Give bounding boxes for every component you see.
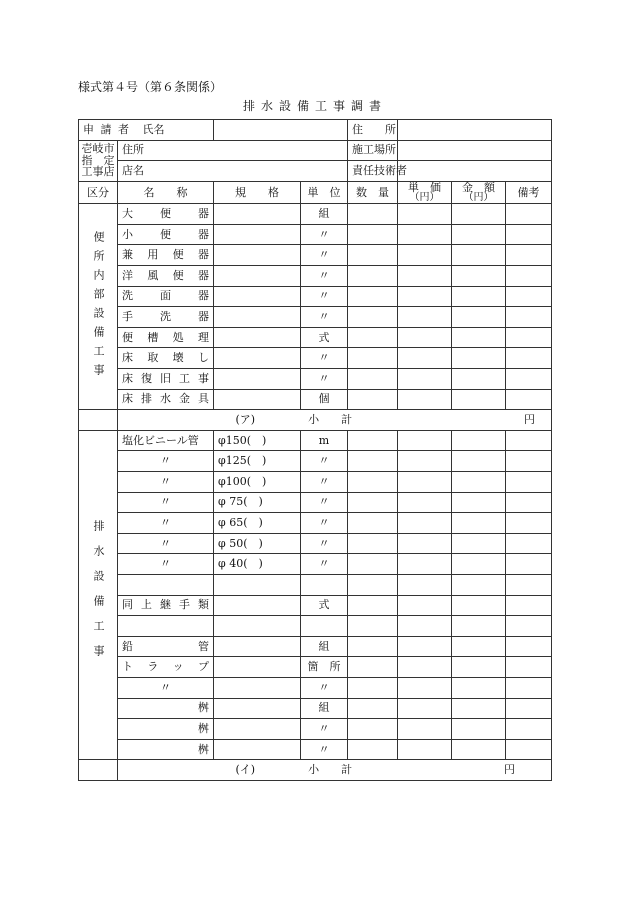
designated-store-label-cell xyxy=(79,140,118,181)
item-unit-price[interactable] xyxy=(398,430,452,451)
item-name xyxy=(118,616,214,637)
item-remarks[interactable] xyxy=(506,698,552,719)
item-remarks[interactable] xyxy=(506,719,552,740)
item-amount[interactable] xyxy=(452,739,506,760)
section-b-subtotal-label: 小 計 xyxy=(308,763,353,777)
item-name: 〃 xyxy=(118,533,214,554)
item-amount[interactable] xyxy=(452,348,506,369)
site-value[interactable] xyxy=(398,140,552,161)
section-b-subtotal-mark: (イ) xyxy=(235,763,256,777)
address-label: 住 所 xyxy=(348,120,398,141)
item-unit: 〃 xyxy=(301,554,348,575)
section-a-subtotal-label: 小 計 xyxy=(308,413,353,427)
item-remarks[interactable] xyxy=(506,636,552,657)
section-a-subtotal-mark: (ア) xyxy=(235,413,256,427)
item-amount[interactable] xyxy=(452,595,506,616)
item-unit-price[interactable] xyxy=(398,677,452,698)
subtotal-spacer xyxy=(79,760,118,781)
item-spec[interactable] xyxy=(214,204,301,225)
item-remarks[interactable] xyxy=(506,739,552,760)
item-name: 塩化ビニール管 xyxy=(118,430,214,451)
designated-store-label-2: 指 定 xyxy=(81,153,115,167)
col-remarks: 備考 xyxy=(506,181,552,204)
item-unit: 組 xyxy=(301,636,348,657)
table-row xyxy=(79,739,552,760)
table-row xyxy=(79,451,552,472)
table-row xyxy=(79,636,552,657)
table-row xyxy=(79,224,552,245)
item-unit: 〃 xyxy=(301,369,348,390)
item-spec[interactable]: φ 75( ) xyxy=(214,492,301,513)
item-amount[interactable] xyxy=(452,286,506,307)
col-spec: 規 格 xyxy=(214,181,301,204)
designated-store-label-1: 壱岐市 xyxy=(81,142,115,156)
item-spec[interactable] xyxy=(214,369,301,390)
item-remarks[interactable] xyxy=(506,245,552,266)
item-qty[interactable] xyxy=(348,719,398,740)
item-unit xyxy=(301,574,348,595)
table-row xyxy=(79,327,552,348)
item-remarks[interactable] xyxy=(506,224,552,245)
item-unit-price[interactable] xyxy=(398,739,452,760)
item-spec[interactable] xyxy=(214,224,301,245)
address-value[interactable] xyxy=(398,120,552,141)
item-amount[interactable] xyxy=(452,492,506,513)
item-spec[interactable] xyxy=(214,327,301,348)
item-spec[interactable]: φ125( ) xyxy=(214,451,301,472)
table-row xyxy=(79,719,552,740)
item-amount[interactable] xyxy=(452,719,506,740)
item-amount[interactable] xyxy=(452,616,506,637)
item-amount[interactable] xyxy=(452,472,506,493)
item-unit-price[interactable] xyxy=(398,657,452,678)
item-qty[interactable] xyxy=(348,369,398,390)
item-remarks[interactable] xyxy=(506,389,552,410)
item-unit: 〃 xyxy=(301,286,348,307)
item-unit-price[interactable] xyxy=(398,369,452,390)
item-remarks[interactable] xyxy=(506,595,552,616)
item-unit: 〃 xyxy=(301,245,348,266)
item-unit: 〃 xyxy=(301,348,348,369)
item-amount[interactable] xyxy=(452,677,506,698)
item-amount[interactable] xyxy=(452,389,506,410)
section-b-body xyxy=(79,430,552,780)
item-unit: 式 xyxy=(301,595,348,616)
item-unit-price[interactable] xyxy=(398,389,452,410)
item-spec[interactable]: φ 40( ) xyxy=(214,554,301,575)
section-a-label: 便所内部設備工事 xyxy=(79,204,118,410)
item-spec[interactable] xyxy=(214,389,301,410)
item-amount[interactable] xyxy=(452,513,506,534)
item-qty[interactable] xyxy=(348,348,398,369)
col-amount xyxy=(452,181,506,204)
survey-table xyxy=(78,119,552,781)
item-qty[interactable] xyxy=(348,677,398,698)
item-remarks[interactable] xyxy=(506,616,552,637)
item-remarks[interactable] xyxy=(506,307,552,328)
table-row xyxy=(79,286,552,307)
item-qty[interactable] xyxy=(348,554,398,575)
item-unit-price[interactable] xyxy=(398,472,452,493)
item-qty[interactable] xyxy=(348,266,398,287)
form-reference: 様式第４号（第６条関係） xyxy=(78,80,223,94)
item-unit-price[interactable] xyxy=(398,348,452,369)
item-qty[interactable] xyxy=(348,472,398,493)
store-address-row xyxy=(79,140,552,161)
section-b-yen: 円 xyxy=(504,763,515,777)
item-qty[interactable] xyxy=(348,286,398,307)
item-unit-price[interactable] xyxy=(398,327,452,348)
section-b-label: 排水設備工事 xyxy=(79,430,118,760)
item-amount[interactable] xyxy=(452,369,506,390)
item-spec[interactable] xyxy=(214,286,301,307)
item-spec[interactable] xyxy=(214,616,301,637)
item-unit: 〃 xyxy=(301,533,348,554)
item-name: 〃 xyxy=(118,492,214,513)
item-unit-price[interactable] xyxy=(398,492,452,513)
item-spec[interactable] xyxy=(214,307,301,328)
store-address-label: 住所 xyxy=(122,143,144,157)
table-row xyxy=(79,204,552,225)
column-header-row xyxy=(79,181,552,204)
col-name: 名 称 xyxy=(118,181,214,204)
item-name: 洗面器 xyxy=(118,286,214,307)
item-name: 同上継手類 xyxy=(118,595,214,616)
item-unit-price[interactable] xyxy=(398,245,452,266)
col-amount-1: 金 額 xyxy=(462,180,495,194)
item-spec[interactable] xyxy=(214,698,301,719)
store-name-label: 店名 xyxy=(122,163,144,177)
item-unit: 〃 xyxy=(301,719,348,740)
section-b-subtotal-row xyxy=(79,760,552,781)
table-row xyxy=(79,616,552,637)
item-qty[interactable] xyxy=(348,657,398,678)
item-unit-price[interactable] xyxy=(398,286,452,307)
item-spec[interactable] xyxy=(214,245,301,266)
item-remarks[interactable] xyxy=(506,472,552,493)
item-name: 鉛 管 xyxy=(118,636,214,657)
item-unit-price[interactable] xyxy=(398,224,452,245)
item-name: 床取壊し xyxy=(118,348,214,369)
table-row xyxy=(79,266,552,287)
site-label: 施工場所 xyxy=(348,140,398,161)
store-name-row xyxy=(79,161,552,182)
item-amount[interactable] xyxy=(452,204,506,225)
item-name: 手洗器 xyxy=(118,307,214,328)
applicant-name-cell[interactable] xyxy=(79,120,214,141)
item-spec[interactable] xyxy=(214,657,301,678)
item-spec[interactable] xyxy=(214,595,301,616)
table-row xyxy=(79,657,552,678)
table-row xyxy=(79,430,552,451)
item-amount[interactable] xyxy=(452,266,506,287)
item-name: 小便器 xyxy=(118,224,214,245)
item-unit: 〃 xyxy=(301,224,348,245)
item-amount[interactable] xyxy=(452,657,506,678)
item-unit: 〃 xyxy=(301,472,348,493)
item-name: 〃 xyxy=(118,472,214,493)
item-remarks[interactable] xyxy=(506,327,552,348)
item-qty[interactable] xyxy=(348,224,398,245)
item-qty[interactable] xyxy=(348,451,398,472)
table-row xyxy=(79,348,552,369)
item-spec[interactable] xyxy=(214,574,301,595)
item-remarks[interactable] xyxy=(506,451,552,472)
table-row xyxy=(79,533,552,554)
item-remarks[interactable] xyxy=(506,533,552,554)
item-amount[interactable] xyxy=(452,451,506,472)
item-unit-price[interactable] xyxy=(398,554,452,575)
item-name: 床復旧工事 xyxy=(118,369,214,390)
col-amount-2: （円） xyxy=(463,192,494,204)
table-row xyxy=(79,677,552,698)
item-unit: 組 xyxy=(301,204,348,225)
col-section: 区分 xyxy=(79,181,118,204)
item-unit-price[interactable] xyxy=(398,636,452,657)
item-qty[interactable] xyxy=(348,307,398,328)
engineer-value[interactable] xyxy=(398,161,552,182)
item-qty[interactable] xyxy=(348,430,398,451)
col-unit-price-2: （円） xyxy=(409,192,440,204)
item-remarks[interactable] xyxy=(506,492,552,513)
document-title: 排水設備工事調書 xyxy=(242,99,387,113)
table-row xyxy=(79,698,552,719)
applicant-row xyxy=(79,120,552,141)
item-unit: 〃 xyxy=(301,451,348,472)
section-b-subtotal-cell[interactable] xyxy=(118,760,552,781)
item-unit: m xyxy=(301,430,348,451)
table-row xyxy=(79,389,552,410)
designated-store-label-3: 工事店 xyxy=(81,165,115,179)
item-amount[interactable] xyxy=(452,574,506,595)
item-spec[interactable] xyxy=(214,739,301,760)
item-amount[interactable] xyxy=(452,430,506,451)
item-name: 〃 xyxy=(118,554,214,575)
col-qty: 数 量 xyxy=(348,181,398,204)
table-row xyxy=(79,472,552,493)
item-amount[interactable] xyxy=(452,307,506,328)
item-spec[interactable] xyxy=(214,677,301,698)
item-unit-price[interactable] xyxy=(398,719,452,740)
item-unit-price[interactable] xyxy=(398,204,452,225)
table-row xyxy=(79,369,552,390)
item-name: 〃 xyxy=(118,677,214,698)
item-qty[interactable] xyxy=(348,204,398,225)
table-row xyxy=(79,513,552,534)
table-row xyxy=(79,492,552,513)
section-a-subtotal-cell[interactable] xyxy=(118,410,552,431)
item-spec[interactable]: φ 50( ) xyxy=(214,533,301,554)
item-name: 兼用便器 xyxy=(118,245,214,266)
table-row xyxy=(79,307,552,328)
item-remarks[interactable] xyxy=(506,657,552,678)
item-qty[interactable] xyxy=(348,389,398,410)
applicant-label: 申請者 xyxy=(83,122,129,136)
section-a-subtotal-row xyxy=(79,410,552,431)
item-unit: 箇 所 xyxy=(301,657,348,678)
item-name xyxy=(118,574,214,595)
item-amount[interactable] xyxy=(452,327,506,348)
item-unit: 〃 xyxy=(301,492,348,513)
item-unit-price[interactable] xyxy=(398,266,452,287)
engineer-label: 責任技術者 xyxy=(348,161,398,182)
item-qty[interactable] xyxy=(348,636,398,657)
applicant-name-value[interactable] xyxy=(214,120,348,141)
item-qty[interactable] xyxy=(348,245,398,266)
item-unit: 個 xyxy=(301,389,348,410)
item-unit: 〃 xyxy=(301,307,348,328)
store-name-cell[interactable] xyxy=(118,161,348,182)
item-qty[interactable] xyxy=(348,492,398,513)
item-spec[interactable] xyxy=(214,636,301,657)
item-amount[interactable] xyxy=(452,245,506,266)
item-remarks[interactable] xyxy=(506,348,552,369)
item-amount[interactable] xyxy=(452,554,506,575)
item-name: 大便器 xyxy=(118,204,214,225)
item-unit: 〃 xyxy=(301,266,348,287)
item-remarks[interactable] xyxy=(506,513,552,534)
item-unit-price[interactable] xyxy=(398,574,452,595)
table-row xyxy=(79,574,552,595)
item-qty[interactable] xyxy=(348,327,398,348)
item-name: 便槽処理 xyxy=(118,327,214,348)
item-unit-price[interactable] xyxy=(398,595,452,616)
subtotal-spacer xyxy=(79,410,118,431)
item-remarks[interactable] xyxy=(506,286,552,307)
item-unit-price[interactable] xyxy=(398,451,452,472)
table-row xyxy=(79,245,552,266)
item-spec[interactable] xyxy=(214,719,301,740)
item-unit-price[interactable] xyxy=(398,533,452,554)
item-name: 床排水金具 xyxy=(118,389,214,410)
item-spec[interactable] xyxy=(214,348,301,369)
item-amount[interactable] xyxy=(452,698,506,719)
item-name: トラップ xyxy=(118,657,214,678)
item-unit: 式 xyxy=(301,327,348,348)
table-row xyxy=(79,595,552,616)
item-unit: 〃 xyxy=(301,513,348,534)
item-qty[interactable] xyxy=(348,574,398,595)
name-label: 氏名 xyxy=(142,122,165,136)
item-spec[interactable] xyxy=(214,266,301,287)
item-name: 桝 xyxy=(118,739,214,760)
item-qty[interactable] xyxy=(348,595,398,616)
item-qty[interactable] xyxy=(348,739,398,760)
item-qty[interactable] xyxy=(348,616,398,637)
item-unit: 組 xyxy=(301,698,348,719)
item-remarks[interactable] xyxy=(506,677,552,698)
item-remarks[interactable] xyxy=(506,554,552,575)
col-unit: 単 位 xyxy=(301,181,348,204)
item-amount[interactable] xyxy=(452,533,506,554)
item-amount[interactable] xyxy=(452,636,506,657)
item-spec[interactable]: φ100( ) xyxy=(214,472,301,493)
item-name: 桝 xyxy=(118,719,214,740)
item-remarks[interactable] xyxy=(506,266,552,287)
item-unit-price[interactable] xyxy=(398,616,452,637)
item-name: 洋風便器 xyxy=(118,266,214,287)
item-remarks[interactable] xyxy=(506,369,552,390)
item-remarks[interactable] xyxy=(506,204,552,225)
col-unit-price xyxy=(398,181,452,204)
item-amount[interactable] xyxy=(452,224,506,245)
item-spec[interactable]: φ 65( ) xyxy=(214,513,301,534)
item-spec[interactable]: φ150( ) xyxy=(214,430,301,451)
item-name: 桝 xyxy=(118,698,214,719)
store-address-cell[interactable] xyxy=(118,140,348,161)
item-name: 〃 xyxy=(118,513,214,534)
item-unit-price[interactable] xyxy=(398,513,452,534)
item-unit: 〃 xyxy=(301,739,348,760)
item-qty[interactable] xyxy=(348,698,398,719)
item-unit xyxy=(301,616,348,637)
item-remarks[interactable] xyxy=(506,574,552,595)
item-unit: 〃 xyxy=(301,677,348,698)
table-row xyxy=(79,554,552,575)
section-a-body xyxy=(79,204,552,431)
item-qty[interactable] xyxy=(348,513,398,534)
item-qty[interactable] xyxy=(348,533,398,554)
item-unit-price[interactable] xyxy=(398,698,452,719)
col-unit-price-1: 単 価 xyxy=(408,180,441,194)
section-a-yen: 円 xyxy=(524,413,535,427)
item-name: 〃 xyxy=(118,451,214,472)
item-unit-price[interactable] xyxy=(398,307,452,328)
item-remarks[interactable] xyxy=(506,430,552,451)
